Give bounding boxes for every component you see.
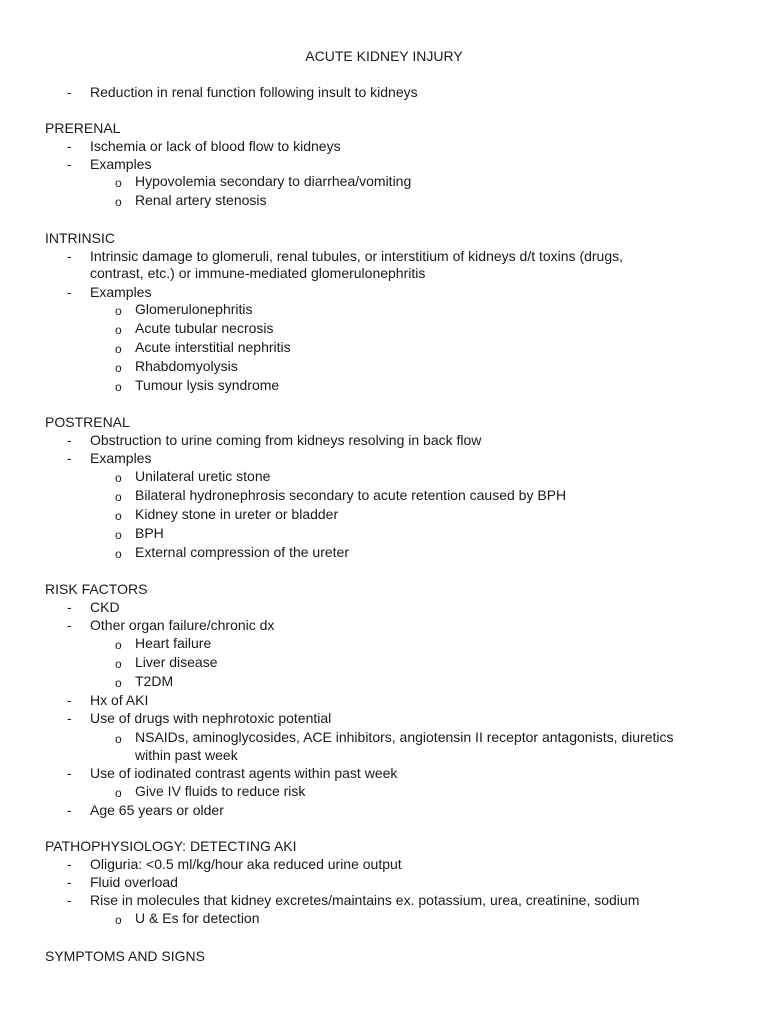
list-item: CKD — [90, 599, 120, 615]
list-item: Examples — [90, 450, 152, 466]
sub-list-item: External compression of the ureter — [135, 544, 349, 560]
prerenal-heading: PRERENAL — [45, 120, 121, 136]
sub-list-item: BPH — [135, 525, 164, 541]
bullet-marker: o — [115, 342, 122, 356]
sub-list-item: Glomerulonephritis — [135, 301, 253, 317]
bullet-marker: o — [115, 913, 122, 927]
bullet-marker: o — [115, 304, 122, 318]
list-item: Hx of AKI — [90, 692, 149, 708]
bullet-marker: o — [115, 676, 122, 690]
dash-marker: - — [67, 617, 72, 633]
sub-list-item: Acute interstitial nephritis — [135, 339, 291, 355]
bullet-marker: o — [115, 528, 122, 542]
bullet-marker: o — [115, 638, 122, 652]
bullet-marker: o — [115, 323, 122, 337]
sub-list-item: Renal artery stenosis — [135, 192, 267, 208]
dash-marker: - — [67, 692, 72, 708]
list-item: Ischemia or lack of blood flow to kidneys — [90, 138, 341, 154]
list-item: Rise in molecules that kidney excretes/maintains ex. potassium, urea, creatinine, sodium — [90, 892, 640, 908]
list-item: Examples — [90, 284, 152, 300]
bullet-marker: o — [115, 786, 122, 800]
intrinsic-heading: INTRINSIC — [45, 230, 115, 246]
dash-marker: - — [67, 284, 72, 300]
dash-marker: - — [67, 802, 72, 818]
sub-list-item: Give IV fluids to reduce risk — [135, 783, 306, 799]
sub-list-item: Rhabdomyolysis — [135, 358, 238, 374]
dash-marker: - — [67, 432, 72, 448]
bullet-marker: o — [115, 490, 122, 504]
bullet-marker: o — [115, 176, 122, 190]
list-item: Use of drugs with nephrotoxic potential — [90, 710, 332, 726]
dash-marker: - — [67, 892, 72, 908]
symptoms-heading: SYMPTOMS AND SIGNS — [45, 948, 205, 964]
page-title: ACUTE KIDNEY INJURY — [305, 48, 463, 64]
list-item: Other organ failure/chronic dx — [90, 617, 275, 633]
dash-marker: - — [67, 248, 72, 264]
bullet-marker: o — [115, 657, 122, 671]
bullet-marker: o — [115, 361, 122, 375]
sub-list-item: T2DM — [135, 673, 174, 689]
sub-list-item: U & Es for detection — [135, 910, 260, 926]
dash-marker: - — [67, 138, 72, 154]
sub-list-item: NSAIDs, aminoglycosides, ACE inhibitors, angiotensin II receptor antagonists, diuretics — [135, 729, 674, 745]
sub-list-item: Unilateral uretic stone — [135, 468, 271, 484]
risk-factors-heading: RISK FACTORS — [45, 581, 148, 597]
bullet-marker: o — [115, 509, 122, 523]
dash-marker: - — [67, 599, 72, 615]
sub-list-item: Liver disease — [135, 654, 218, 670]
sub-list-item: Tumour lysis syndrome — [135, 377, 280, 393]
sub-list-item: Acute tubular necrosis — [135, 320, 274, 336]
list-item: Obstruction to urine coming from kidneys resolving in back flow — [90, 432, 482, 448]
dash-marker: - — [67, 765, 72, 781]
sub-list-item: Heart failure — [135, 635, 212, 651]
dash-marker: - — [67, 710, 72, 726]
dash-marker: - — [67, 450, 72, 466]
bullet-marker: o — [115, 547, 122, 561]
dash-marker: - — [67, 856, 72, 872]
pathophysiology-heading: PATHOPHYSIOLOGY: DETECTING AKI — [45, 838, 297, 854]
list-item: Fluid overload — [90, 874, 178, 890]
list-item: Age 65 years or older — [90, 802, 224, 818]
sub-list-item: Hypovolemia secondary to diarrhea/vomiting — [135, 173, 412, 189]
postrenal-heading: POSTRENAL — [45, 414, 130, 430]
list-item: Intrinsic damage to glomeruli, renal tubules, or interstitium of kidneys d/t toxins (drugs, — [90, 248, 624, 264]
dash-marker: - — [67, 874, 72, 890]
intro-line: Reduction in renal function following insult to kidneys — [90, 84, 418, 100]
sub-list-item: Kidney stone in ureter or bladder — [135, 506, 339, 522]
bullet-marker: o — [115, 732, 122, 746]
bullet-marker: o — [115, 380, 122, 394]
bullet-marker: o — [115, 195, 122, 209]
bullet-marker: o — [115, 471, 122, 485]
list-item: Oliguria: <0.5 ml/kg/hour aka reduced urine output — [90, 856, 402, 872]
list-item: Use of iodinated contrast agents within past week — [90, 765, 398, 781]
dash-marker: - — [67, 84, 72, 100]
list-item: Examples — [90, 156, 152, 172]
list-item-continuation: contrast, etc.) or immune-mediated glomerulonephritis — [90, 265, 426, 281]
sub-list-item-continuation: within past week — [135, 747, 238, 763]
dash-marker: - — [67, 156, 72, 172]
sub-list-item: Bilateral hydronephrosis secondary to acute retention caused by BPH — [135, 487, 567, 503]
